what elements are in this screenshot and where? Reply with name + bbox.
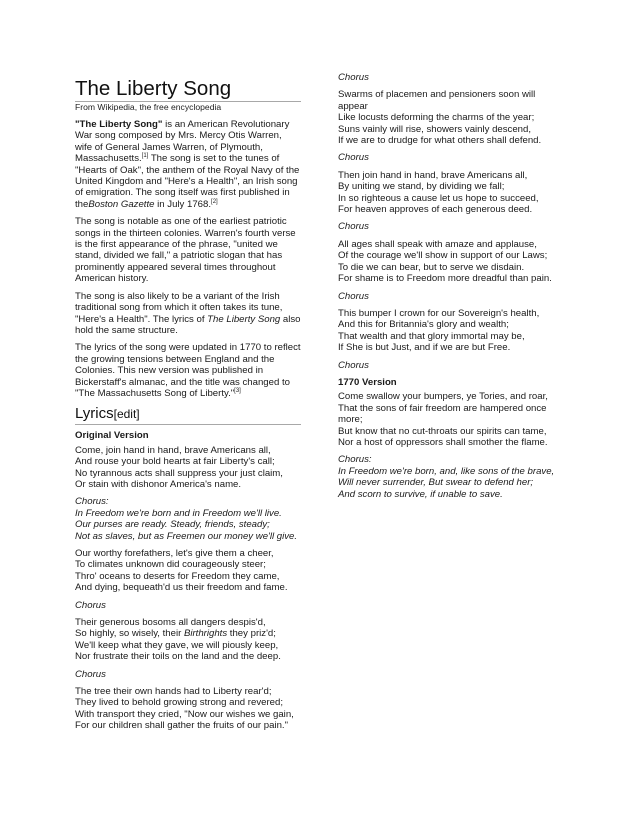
chorus-label: Chorus [75, 668, 106, 680]
right-column [338, 72, 566, 506]
chorus-label: Chorus [338, 221, 369, 233]
stanza-3: Their generous bosoms all dangers despis'd, So highly, so wisely, their Birthrights they priz'd; We'll keep what they gave, we will piously keep, Nor frustrate their toils on the land and the deep. [75, 617, 281, 663]
chorus-label: Chorus [338, 152, 369, 164]
stanza-6: Then join hand in hand, brave Americans all, By uniting we stand, by dividing we fall; In so righteous a cause let us hope to succeed, For heaven approves of each generous deed. [338, 169, 539, 216]
intro-paragraph: "The Liberty Song" is an American Revolutionary War song composed by Mrs. Mercy Otis Warren, wife of General James Warren, of Plymouth, Massachusetts.[1] The song is set to the tunes of "Hearts of Oak", the anthem of the Royal Navy of the United Kingdom and "Here's a Health", an Irish song of emigration. The song itself was first published in theBoston Gazette in July 1768.[2] [75, 119, 300, 210]
page-subtitle: From Wikipedia, the free encyclopedia [75, 102, 222, 112]
original-version-heading: Original Version [75, 430, 149, 442]
update-paragraph: The lyrics of the song were updated in 1770 to reflect the growing tensions between England and the Colonies. This new version was published in Bickerstaff's almanac, and the title was changed to "The Massachusetts Song of Liberty."[3] [75, 342, 301, 399]
variant-paragraph: The song is also likely to be a variant of the Irish traditional song from which it often takes its tune, "Here's a Health". The lyrics of The Liberty Song also hold the same structure. [75, 290, 301, 336]
chorus-full: Chorus: In Freedom we're born and in Freedom we'll live. Our purses are ready. Steady, friends, steady; Not as slaves, but as Freemen our money we'll give. [75, 496, 298, 542]
reference-link-3[interactable]: [3] [234, 387, 241, 394]
edit-link[interactable]: [edit] [113, 407, 140, 422]
lyrics-heading: Lyrics[edit] [75, 405, 301, 425]
newspaper-name: Boston Gazette [88, 198, 155, 210]
reference-link-2[interactable]: [2] [211, 198, 218, 205]
page-title: The Liberty Song [75, 78, 301, 102]
chorus-label: Chorus [338, 72, 369, 83]
chorus-label: Chorus [75, 599, 106, 611]
chorus-label: Chorus [338, 290, 369, 302]
stanza-4: The tree their own hands had to Liberty rear'd; They lived to behold growing strong and revered; With transport they cried, "Now our wishes we gain, For our children shall gather the fruits of our pain." [75, 686, 294, 732]
stanza-1770-1: Come swallow your bumpers, ye Tories, and roar, That the sons of fair freedom are hampered once more; But know that no cut-throats our spirits can tame, Nor a host of oppressors shall smother the flame. [338, 391, 548, 448]
stanza-8: This bumper I crown for our Sovereign's health, And this for Britannia's glory and wealth; That wealth and that glory immortal may be, If She is but Just, and if we are but Free. [338, 307, 540, 354]
chorus-label: Chorus [338, 359, 369, 371]
stanza-2: Our worthy forefathers, let's give them a cheer, To climates unknown did courageously steer; Thro' oceans to deserts for Freedom they came, And dying, bequeath'd us their freedom and fame. [75, 548, 288, 594]
chorus-1770: Chorus: In Freedom we're born, and, like sons of the brave, Will never surrender, But swear to defend her; And scorn to survive, if unable to save. [338, 454, 555, 500]
version-1770-heading: 1770 Version [338, 376, 397, 388]
left-column [75, 72, 301, 738]
notability-paragraph: The song is notable as one of the earliest patriotic songs in the thirteen colonies. Warren's fourth verse is the first appearance of the phrase, "united we stand, divided we fall," a patriotic slogan that has prominently appeared several times throughout American history. [75, 216, 296, 285]
stanza-1: Come, join hand in hand, brave Americans all, And rouse your bold hearts at fair Liberty's call; No tyrannous acts shall suppress your just claim, Or stain with dishonor America's name. [75, 444, 283, 490]
stanza-5: Swarms of placemen and pensioners soon will appear Like locusts deforming the charms of the year; Suns vainly will rise, showers vainly descend, If we are to drudge for what others shall defend. [338, 89, 542, 147]
reference-link-1[interactable]: [1] [141, 153, 149, 160]
stanza-7: All ages shall speak with amaze and applause, Of the courage we'll show in support of our Laws; To die we can bear, but to serve we disdain. For shame is to Freedom more dreadful than pain. [338, 238, 552, 285]
song-title-bold: "The Liberty Song" [75, 119, 163, 130]
